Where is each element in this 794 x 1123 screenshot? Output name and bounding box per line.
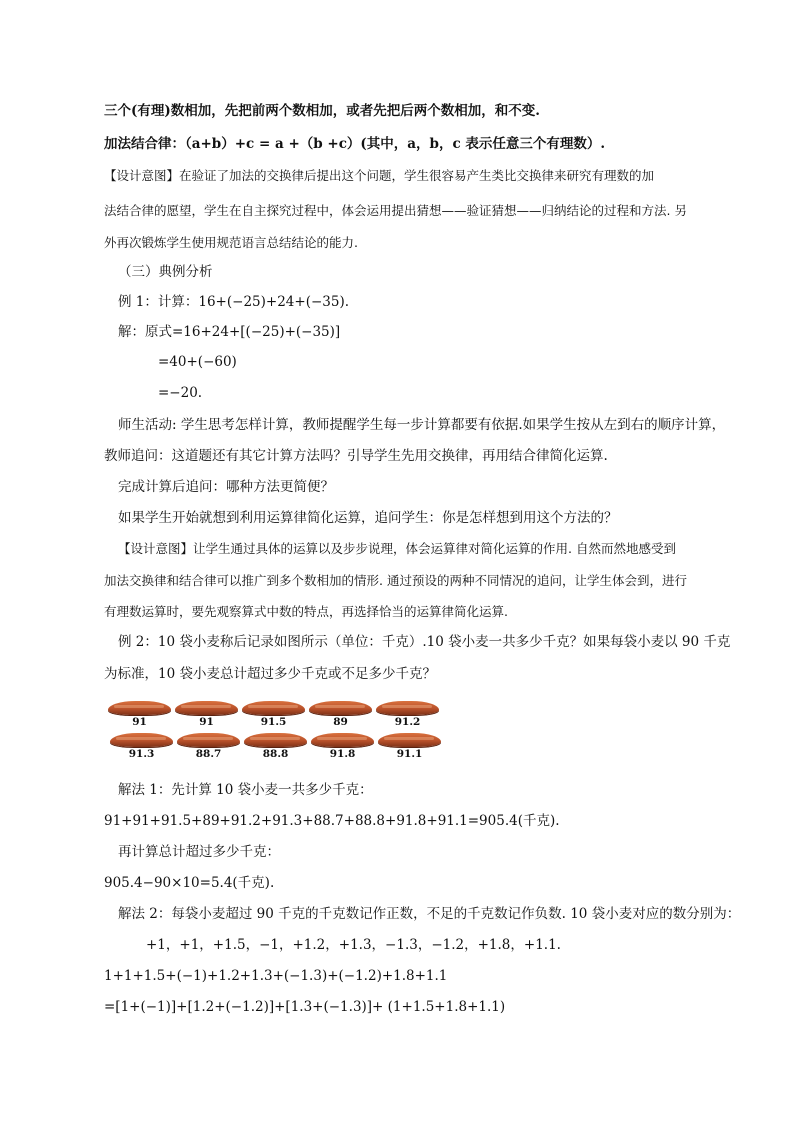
- wheat-sack-icon: [242, 701, 305, 715]
- wheat-sacks-row-2: [108, 731, 443, 763]
- associative-law-statement: 三个(有理)数相加，先把前两个数相加，或者先把后两个数相加，和不变.: [104, 103, 540, 119]
- wheat-sack-icon: [244, 733, 307, 747]
- design-intent-1-line-2: 法结合律的愿望，学生在自主探究过程中，体会运用提出猜想——验证猜想——归纳结论的过程和方法. 另: [104, 203, 687, 218]
- follow-up-question-2: 如果学生开始就想到利用运算律简化运算，追问学生：你是怎样想到用这个方法的？: [118, 510, 618, 526]
- method-2-regrouped-expression: =[1+(−1)]+[1.2+(−1.2)]+[1.3+(−1.3)]+ (1+1.5+1.8+1.1): [104, 999, 506, 1015]
- section-heading-examples: （三）典例分析: [118, 264, 213, 280]
- design-intent-1-line-1: 【设计意图】在验证了加法的交换律后提出这个问题，学生很容易产生类比交换律来研究有理数的加: [104, 168, 655, 183]
- method-1-step-2-intro: 再计算总计超过多少千克：: [118, 844, 280, 860]
- wheat-sack: [374, 699, 441, 731]
- method-2-values: +1，+1，+1.5，−1，+1.2，+1.3，−1.3，−1.2，+1.8，+1.1.: [146, 937, 561, 953]
- sack-weight: 88.7: [195, 748, 222, 760]
- wheat-sack: [307, 699, 374, 731]
- design-intent-2-line-1: 【设计意图】让学生通过具体的运算以及步步说理，体会运算律对简化运算的作用. 自然而然地感受到: [118, 541, 676, 556]
- example-1-question: 例 1：计算：16+(−25)+24+(−35).: [118, 294, 350, 310]
- example-2-question-line-1: 例 2：10 袋小麦称后记录如图所示（单位：千克）.10 袋小麦一共多少千克？如果每袋小麦以 90 千克: [118, 634, 731, 650]
- follow-up-question-1: 完成计算后追问：哪种方法更简便？: [118, 479, 334, 495]
- sack-weight: 91.5: [260, 716, 287, 728]
- example-1-solution-step-1: 解：原式=16+24+[(−25)+(−35)]: [118, 324, 341, 340]
- wheat-sack: [106, 699, 173, 731]
- wheat-sack-icon: [376, 701, 439, 715]
- method-1-result: 905.4−90×10=5.4(千克).: [104, 875, 275, 891]
- wheat-sack-icon: [378, 733, 441, 747]
- wheat-sack: [309, 731, 376, 763]
- design-intent-2-line-2: 加法交换律和结合律可以推广到多个数相加的情形. 通过预设的两种不同情况的追问，让学生体会到，进行: [104, 573, 687, 588]
- wheat-sack-icon: [110, 733, 173, 747]
- sack-weight: 89: [333, 716, 348, 728]
- method-2-intro: 解法 2：每袋小麦超过 90 千克的千克数记作正数，不足的千克数记作负数. 10 袋小麦对应的数分别为：: [118, 906, 741, 922]
- sack-weight: 91.2: [394, 716, 421, 728]
- sack-weight: 91.3: [128, 748, 155, 760]
- wheat-sack-icon: [108, 701, 171, 715]
- example-1-solution-step-2: =40+(−60): [158, 354, 237, 370]
- method-1-sum: 91+91+91.5+89+91.2+91.3+88.7+88.8+91.8+91.1=905.4(千克).: [104, 813, 560, 829]
- sack-weight: 91.1: [396, 748, 423, 760]
- method-1-intro: 解法 1：先计算 10 袋小麦一共多少千克：: [118, 782, 373, 798]
- wheat-sack-icon: [175, 701, 238, 715]
- method-2-sum-expression: 1+1+1.5+(−1)+1.2+1.3+(−1.3)+(−1.2)+1.8+1.1: [104, 968, 448, 984]
- teacher-student-activity-line-1: 师生活动: 学生思考怎样计算，教师提醒学生每一步计算都要有依据.如果学生按从左到右的顺序计算，: [118, 417, 726, 433]
- design-intent-1-line-3: 外再次锻炼学生使用规范语言总结结论的能力.: [104, 235, 358, 250]
- sack-weight: 91: [132, 716, 147, 728]
- wheat-sack: [175, 731, 242, 763]
- wheat-sacks-figure: [106, 699, 446, 765]
- teacher-student-activity-line-2: 教师追问：这道题还有其它计算方法吗？引导学生先用交换律，再用结合律简化运算.: [104, 448, 608, 464]
- associative-law-formula: 加法结合律：（a+b）+c = a +（b +c）(其中，a，b，c 表示任意三个有理数）.: [104, 136, 606, 152]
- example-1-solution-step-3: =−20.: [158, 385, 203, 401]
- wheat-sack: [240, 699, 307, 731]
- sack-weight: 91: [199, 716, 214, 728]
- design-intent-2-line-3: 有理数运算时，要先观察算式中数的特点，再选择恰当的运算律简化运算.: [104, 604, 508, 619]
- sack-weight: 88.8: [262, 748, 289, 760]
- wheat-sack: [173, 699, 240, 731]
- example-2-question-line-2: 为标准，10 袋小麦总计超过多少千克或不足多少千克？: [104, 666, 436, 682]
- wheat-sacks-row-1: [106, 699, 441, 731]
- wheat-sack-icon: [309, 701, 372, 715]
- wheat-sack-icon: [311, 733, 374, 747]
- wheat-sack: [376, 731, 443, 763]
- wheat-sack: [242, 731, 309, 763]
- wheat-sack-icon: [177, 733, 240, 747]
- wheat-sack: [108, 731, 175, 763]
- sack-weight: 91.8: [329, 748, 356, 760]
